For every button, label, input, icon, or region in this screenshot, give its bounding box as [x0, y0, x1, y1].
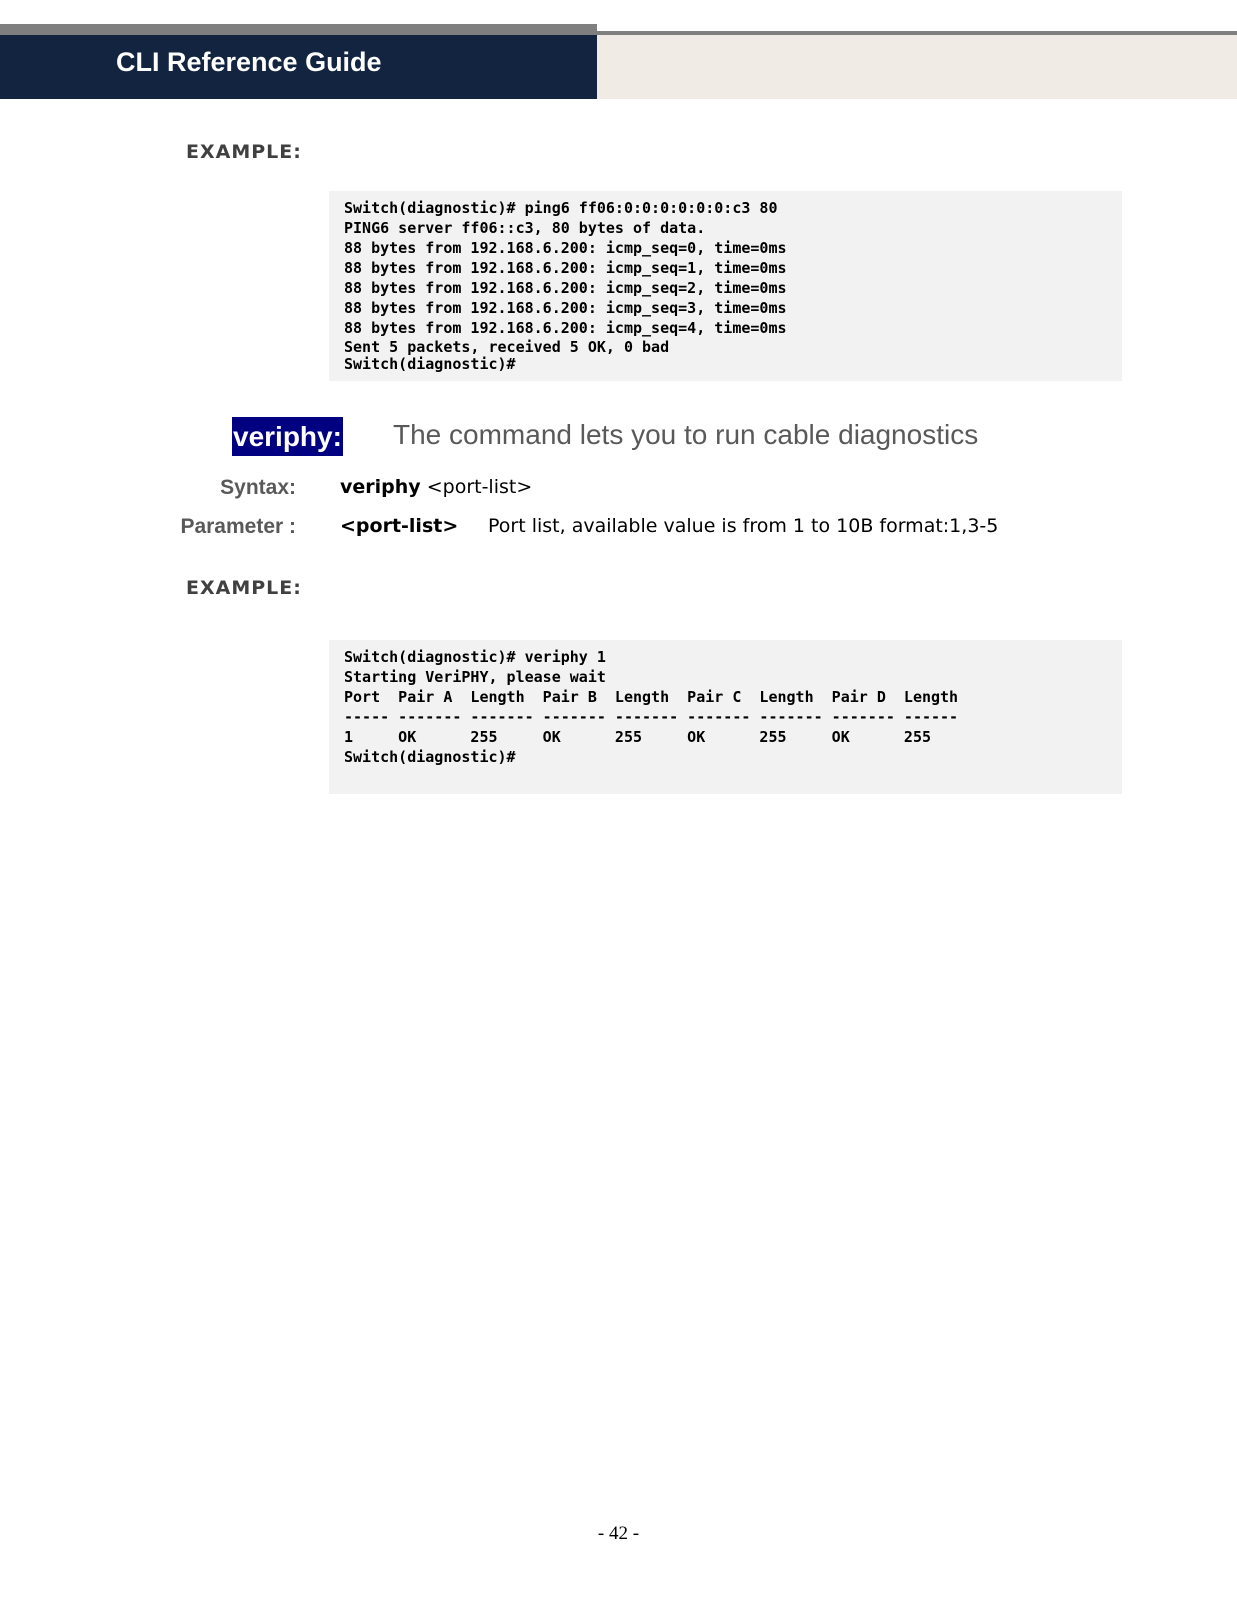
code-line: 88 bytes from 192.168.6.200: icmp_seq=2, time=0ms	[344, 279, 787, 297]
parameter-name	[340, 515, 458, 537]
code-line: Switch(diagnostic)#	[344, 748, 516, 766]
code-block-ping6	[329, 191, 1122, 381]
header-accent-bar	[0, 24, 597, 35]
syntax-value	[340, 476, 532, 498]
code-line: ----- ------- ------- ------- ------- ------- ------- ------- ------	[344, 708, 959, 726]
code-line: 88 bytes from 192.168.6.200: icmp_seq=1, time=0ms	[344, 259, 787, 277]
code-line: 1 OK 255 OK 255 OK 255 OK 255	[344, 728, 931, 746]
page-title: CLI Reference Guide	[116, 47, 382, 77]
code-block-veriphy	[329, 640, 1122, 794]
example-label-1: EXAMPLE:	[186, 141, 302, 163]
code-line: Port Pair A Length Pair B Length Pair C Length Pair D Length	[344, 688, 959, 706]
syntax-args: <port-list>	[420, 476, 533, 498]
command-name: veriphy:	[232, 417, 343, 456]
syntax-keyword: veriphy	[340, 476, 421, 498]
param-name: <port-list>	[340, 515, 459, 537]
code-line: Switch(diagnostic)# ping6 ff06:0:0:0:0:0:0:c3 80	[344, 199, 778, 217]
code-line: Sent 5 packets, received 5 OK, 0 bad	[344, 338, 670, 356]
syntax-label: Syntax:	[220, 476, 296, 499]
code-line: 88 bytes from 192.168.6.200: icmp_seq=0, time=0ms	[344, 239, 787, 257]
code-line: PING6 server ff06::c3, 80 bytes of data.	[344, 219, 706, 237]
page-number: - 42 -	[597, 1523, 640, 1544]
code-line: 88 bytes from 192.168.6.200: icmp_seq=4, time=0ms	[344, 319, 787, 337]
header-side-band	[597, 35, 1237, 99]
example-label-2: EXAMPLE:	[186, 577, 302, 599]
code-line: Starting VeriPHY, please wait	[344, 668, 606, 686]
code-line: Switch(diagnostic)#	[344, 355, 516, 373]
code-line: Switch(diagnostic)# veriphy 1	[344, 648, 606, 666]
command-description: The command lets you to run cable diagnostics	[393, 419, 979, 450]
parameter-label: Parameter :	[180, 515, 296, 538]
code-line: 88 bytes from 192.168.6.200: icmp_seq=3, time=0ms	[344, 299, 787, 317]
parameter-description: Port list, available value is from 1 to 10B format:1,3-5	[488, 515, 999, 537]
